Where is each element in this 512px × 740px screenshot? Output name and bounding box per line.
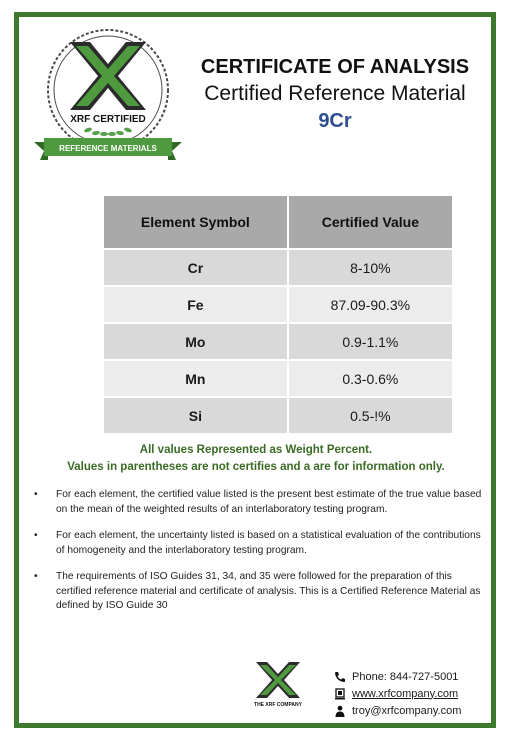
certified-value-cell: 0.3-0.6% (288, 360, 452, 397)
contact-website-link[interactable]: www.xrfcompany.com (352, 687, 459, 700)
person-icon (332, 703, 348, 719)
material-name: 9Cr (318, 110, 352, 132)
certified-value-cell: 87.09-90.3% (288, 286, 452, 323)
element-symbol-cell: Fe (104, 286, 288, 323)
bullet-icon: • (34, 571, 38, 582)
certified-values-table (104, 196, 452, 433)
column-header-certified-value: Certified Value (288, 196, 452, 249)
certification-statements (32, 488, 482, 626)
element-symbol-cell: Mn (104, 360, 288, 397)
certified-value-cell: 8-10% (288, 249, 452, 286)
statement-text: For each element, the uncertainty listed is based on a statistical evaluation of the contributions of homogeneity and the interlaboratory testing program. (56, 530, 481, 556)
contact-block (332, 668, 482, 719)
list-item (32, 529, 482, 558)
statement-text: For each element, the certified value listed is the present best estimate of the true value based on the mean of the weighted results of an interlaboratory testing program. (56, 489, 482, 515)
phone-icon (332, 669, 348, 685)
element-symbol-cell: Mo (104, 323, 288, 360)
bullet-icon: • (34, 530, 38, 541)
xrf-company-footer-logo (252, 662, 304, 708)
weight-percent-note (40, 442, 472, 476)
note-line-1: All values Represented as Weight Percent. (139, 444, 373, 456)
table-row (104, 360, 452, 397)
badge-ribbon-text: REFERENCE MATERIALS (59, 144, 157, 153)
contact-phone-row (332, 668, 482, 685)
table-row (104, 323, 452, 360)
note-line-2: Values in parentheses are not certifies and a are for information only. (67, 461, 445, 473)
list-item (32, 570, 482, 614)
statement-text: The requirements of ISO Guides 31, 34, and 35 were followed for the preparation of this certified reference material and certificate of analysis. This is a Certified Reference Material as defined by ISO Guide 30 (56, 571, 481, 611)
table-row (104, 249, 452, 286)
certificate-subtitle: Certified Reference Material (204, 82, 466, 105)
contact-website-row (332, 685, 482, 702)
xrf-certified-badge-logo (30, 24, 186, 168)
certificate-header (190, 54, 480, 134)
certificate-title: CERTIFICATE OF ANALYSIS (200, 56, 470, 78)
column-header-element-symbol: Element Symbol (104, 196, 288, 249)
certified-value-cell: 0.5-!% (288, 397, 452, 433)
table-header-row (104, 196, 452, 249)
computer-icon (332, 686, 348, 702)
certified-value-cell: 0.9-1.1% (288, 323, 452, 360)
contact-email-row (332, 702, 482, 719)
element-symbol-cell: Si (104, 397, 288, 433)
list-item (32, 488, 482, 517)
badge-title: XRF CERTIFIED (70, 114, 146, 125)
footer-logo-text: THE XRF COMPANY (254, 702, 302, 708)
table-row (104, 286, 452, 323)
contact-phone: Phone: 844-727-5001 (352, 670, 459, 683)
bullet-icon: • (34, 489, 38, 500)
element-symbol-cell: Cr (104, 249, 288, 286)
contact-email[interactable]: troy@xrfcompany.com (352, 704, 462, 717)
table-row (104, 397, 452, 433)
